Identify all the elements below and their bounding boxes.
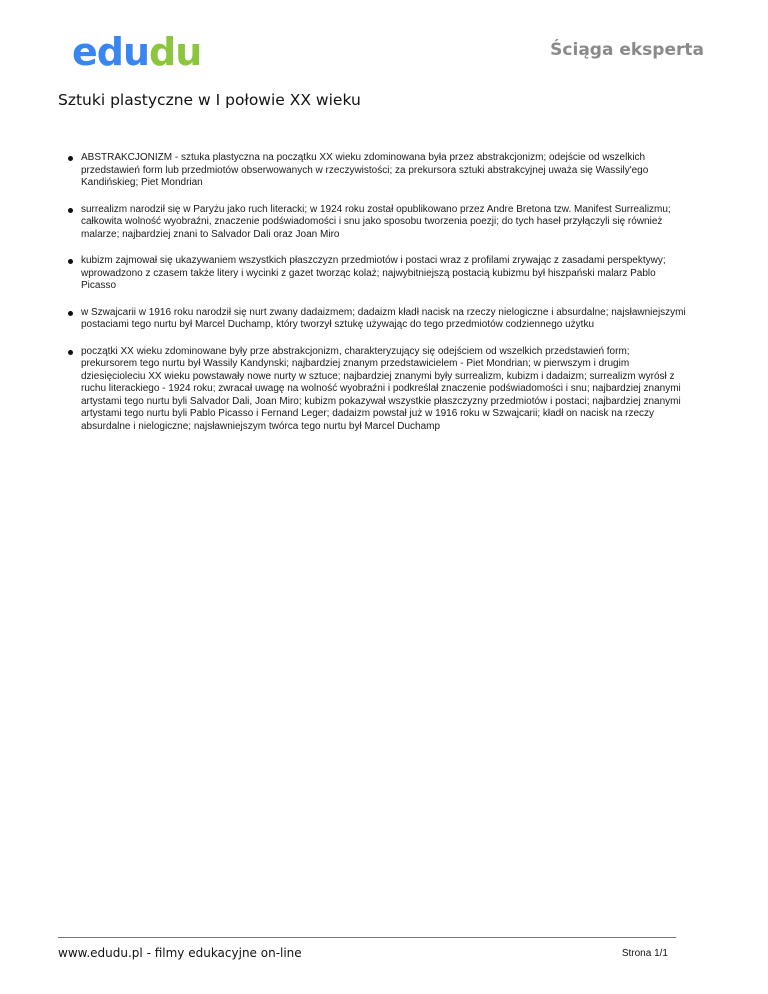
- bullet-icon: [68, 311, 73, 316]
- list-item-text: ABSTRAKCJONIZM - sztuka plastyczna na początku XX wieku zdominowana była przez abstrakcjonizm; odejście od wszelkich przedstawień form lub przedmiotów obserwowanych w rzeczywistości; za prekursora sztuki abstrakcyjnej uważa się Wassily'ego Kandińskieg; Piet Mondrian: [81, 152, 649, 188]
- list-item: [66, 204, 686, 242]
- bullet-icon: [68, 156, 73, 161]
- footer-site-link[interactable]: www.edudu.pl - filmy edukacyjne on-line: [58, 946, 302, 960]
- header-expert-label: Ściąga eksperta: [550, 40, 704, 60]
- list-item-text: surrealizm narodził się w Paryżu jako ruch literacki; w 1924 roku został opublikowano przez Andre Bretona tzw. Manifest Surrealizmu; całkowita wolność wyobraźni, znaczenie podświadomości i snu jako sposobu tworzenia poezji; do tych haseł przyłączyli się również malarze; najbardziej znani to Salvador Dali oraz Joan Miro: [81, 203, 671, 240]
- list-item-text: kubizm zajmował się ukazywaniem wszystkich płaszczyzn przedmiotów i postaci wraz z profilami zrywając z zasadami perspektywy; wprowadzono z czasem także litery i wycinki z gazet tworząc kolaż; najwybitniejszą postacią kubizmu był hiszpański malarz Pablo Picasso: [81, 255, 666, 291]
- bullet-list: [66, 152, 686, 447]
- page-number: Strona 1/1: [621, 948, 668, 959]
- bullet-icon: [68, 350, 73, 355]
- logo-text-edu: edu: [72, 30, 150, 74]
- list-item-text: początki XX wieku zdominowane były prze abstrakcjonizm, charakteryzujący się odejściem od wszelkich przedstawień form; prekursorem tego nurtu był Wassily Kandynski; najbardziej znanym przedstawicielem - Piet Mondrian; w pierwszym i drugim dziesięcioleciu XX wieku powstawały nowe nurty w sztuce; najbardziej znanymi były surrealizm, kubizm i dadaizm; surrealizm wyrósł z ruchu literackiego - 1924 roku; zwracał uwagę na wolność wyobraźni i podkreślał znaczenie podświadomości i snu; najbardziej znanymi artystami tego nurtu byli Salvador Dali, Joan Miro; kubizm pokazywał wszystkie płaszczyzny przedmiotów i postaci; najbardziej znanymi artystami tego nurtu byli Pablo Picasso i Fernand Leger; dadaizm powstał już w 1916 roku w Szwajcarii; kładł on nacisk na rzeczy absurdalne i nielogiczne; najsławniejszym twórca tego nurtu był Marcel Duchamp: [81, 345, 681, 432]
- footer-divider: [58, 937, 676, 938]
- bullet-icon: [68, 208, 73, 213]
- document-title: Sztuki plastyczne w I połowie XX wieku: [58, 91, 361, 109]
- list-item: [66, 152, 686, 190]
- edudu-logo: [72, 30, 201, 74]
- list-item: [66, 255, 686, 293]
- list-item: [66, 346, 686, 434]
- list-item-text: w Szwajcarii w 1916 roku narodził się nurt zwany dadaizmem; dadaizm kładł nacisk na rzeczy nielogiczne i absurdalne; najsławniejszymi postaciami tego nurtu był Marcel Duchamp, który tworzył sztukę używając do tego przedmiotów codziennego użytku: [81, 306, 686, 330]
- bullet-icon: [68, 259, 73, 264]
- list-item: [66, 307, 686, 332]
- logo-text-du: du: [149, 30, 202, 74]
